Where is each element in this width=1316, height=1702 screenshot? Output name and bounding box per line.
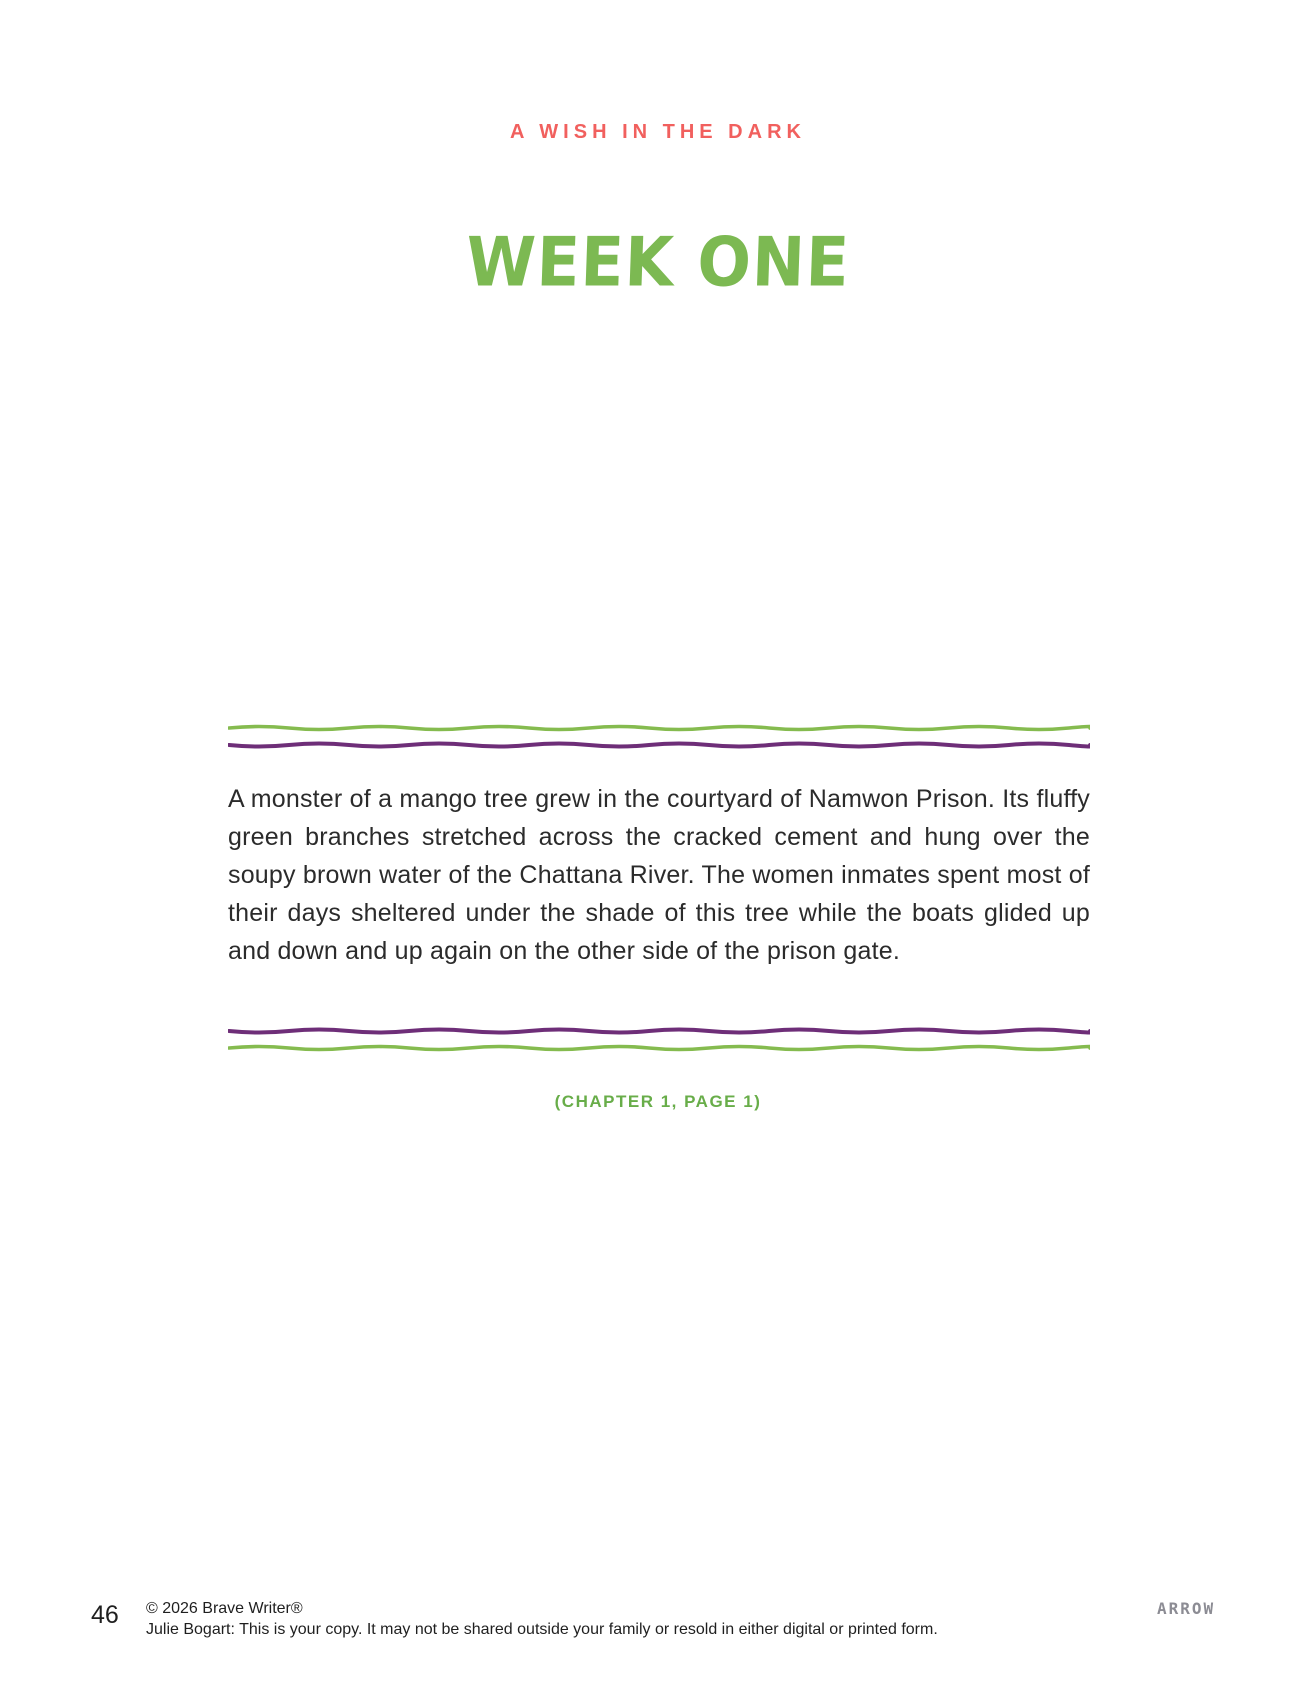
- footer-notice-block: [146, 1598, 938, 1640]
- week-heading: WEEK ONE: [464, 223, 852, 302]
- page-number: 46: [91, 1601, 119, 1629]
- usage-notice-line: Julie Bogart: This is your copy. It may not be shared outside your family or resold in either digital or printed form.: [146, 1621, 938, 1638]
- purple-wavy-line: [229, 744, 1090, 747]
- book-excerpt: A monster of a mango tree grew in the courtyard of Namwon Prison. Its fluffy green branches stretched across the cracked cement and hung over the soupy brown water of the Chattana River. The women inmates spent most of their days sheltered under the shade of this tree while the boats glided up and down and up again on the other side of the prison gate.: [228, 785, 1090, 965]
- green-wavy-line: [229, 727, 1090, 730]
- divider-bottom: [228, 1023, 1090, 1055]
- chapter-citation: (CHAPTER 1, PAGE 1): [554, 1092, 762, 1111]
- green-wavy-line: [229, 1047, 1090, 1050]
- divider-top: [228, 720, 1090, 752]
- book-title: A WISH IN THE DARK: [510, 121, 806, 143]
- arrow-brand-logo: ARROW: [1157, 1599, 1216, 1618]
- copyright-line: © 2026 Brave Writer®: [146, 1600, 303, 1617]
- purple-wavy-line: [229, 1030, 1090, 1033]
